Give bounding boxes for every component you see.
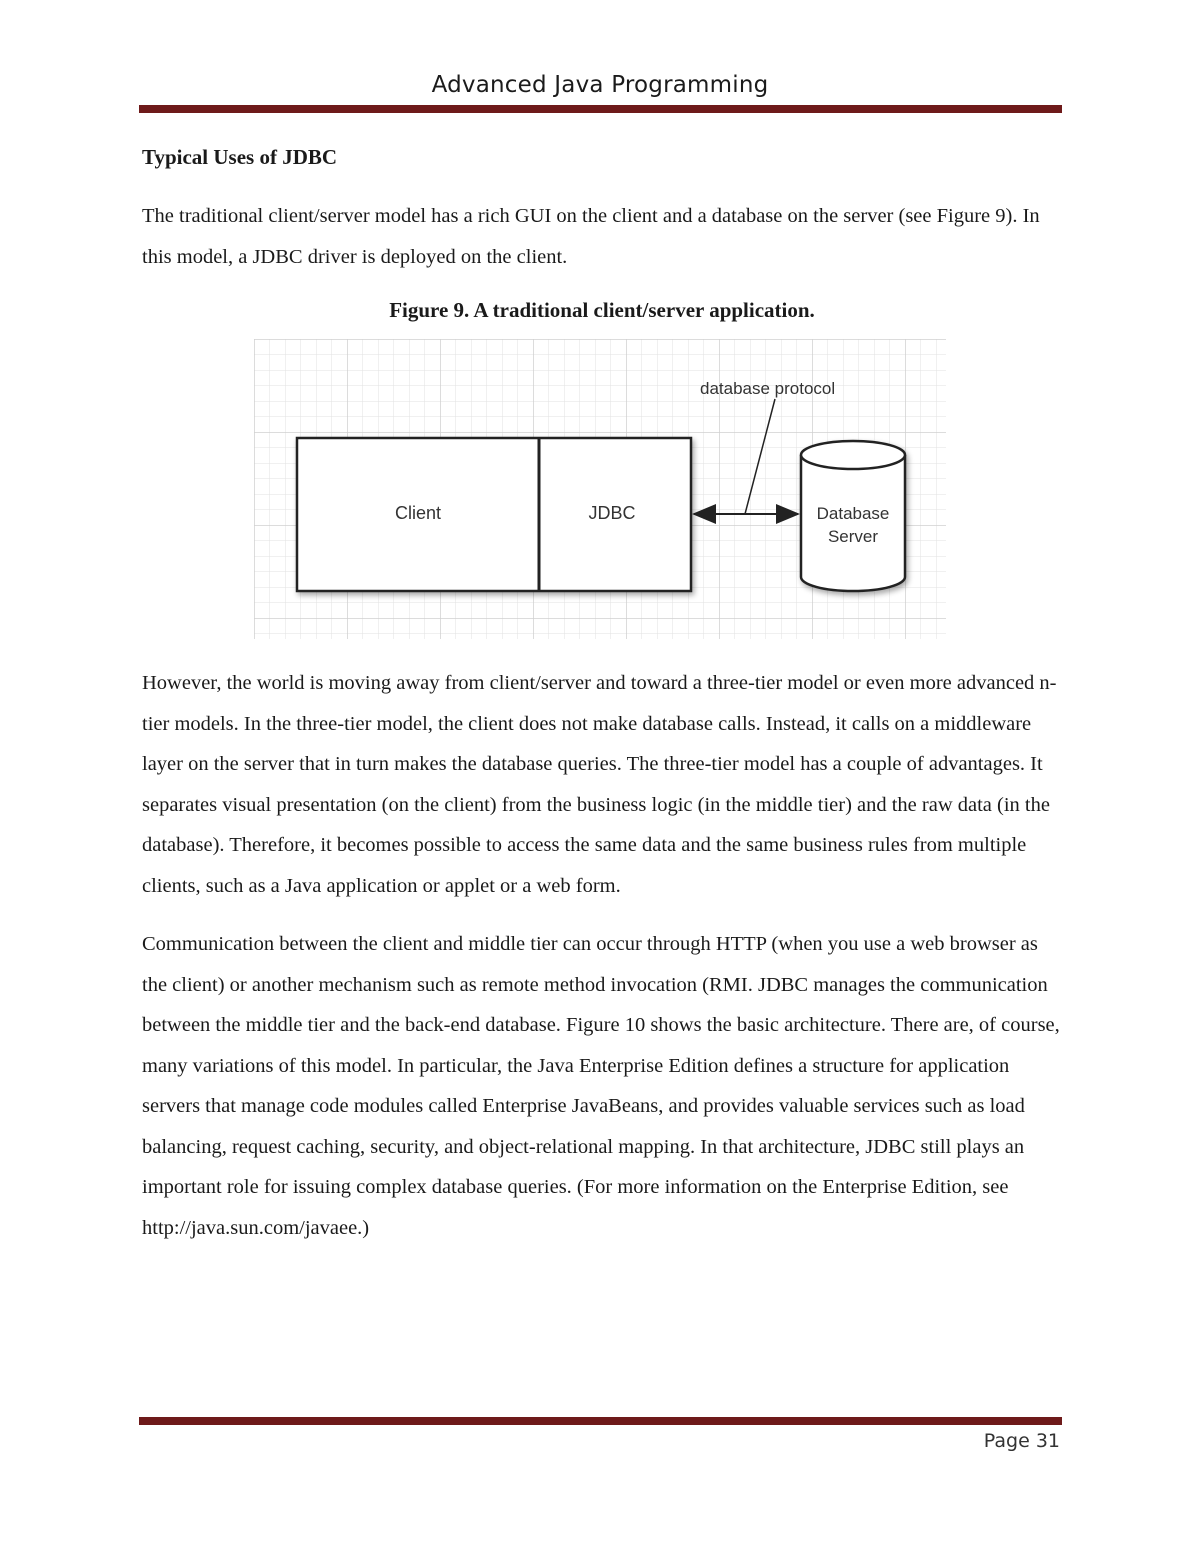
- page-content: [142, 140, 1062, 1266]
- database-label-line2: Server: [827, 527, 879, 546]
- jdbc-label: JDBC: [588, 503, 636, 523]
- diagram-svg: [254, 339, 946, 639]
- section-heading: Typical Uses of JDBC: [142, 145, 338, 169]
- footer-rule: [139, 1417, 1062, 1425]
- paragraph-intro: The traditional client/server model has a rich GUI on the client and a database on the server (see Figure 9). In this model, a JDBC driver is deployed on the client.: [142, 205, 1040, 268]
- paragraph-three-tier: However, the world is moving away from client/server and toward a three-tier model or even more advanced n-tier models. In the three-tier model, the client does not make database calls. Instead, it calls on a middleware layer on the server that in turn makes the database queries. The three-tier model has a couple of advantages. It separates visual presentation (on the client) from the business logic (in the middle tier) and the raw data (in the database). Therefore, it becomes possible to access the same data and the same business rules from multiple clients, such as a Java application or applet or a web form.: [142, 672, 1057, 897]
- running-header: Advanced Java Programming: [431, 72, 769, 98]
- client-label: Client: [394, 503, 442, 523]
- client-server-diagram: [254, 339, 946, 639]
- header-rule: [139, 105, 1062, 113]
- paragraph-communication: Communication between the client and middle tier can occur through HTTP (when you use a web browser as the client) or another mechanism such as remote method invocation (RMI. JDBC manages the communication between the middle tier and the back-end database. Figure 10 shows the basic architecture. There are, of course, many variations of this model. In particular, the Java Enterprise Edition defines a structure for application servers that manage code modules called Enterprise JavaBeans, and provides valuable services such as load balancing, request caching, security, and object-relational mapping. In that architecture, JDBC still plays an important role for issuing complex database queries. (For more information on the Enterprise Edition, see http://java.sun.com/javaee.): [142, 933, 1060, 1239]
- protocol-label: database protocol: [700, 379, 836, 398]
- database-label-line1: Database: [816, 504, 890, 523]
- figure-caption: Figure 9. A traditional client/server application.: [389, 298, 815, 322]
- page-number: Page 31: [983, 1430, 1060, 1452]
